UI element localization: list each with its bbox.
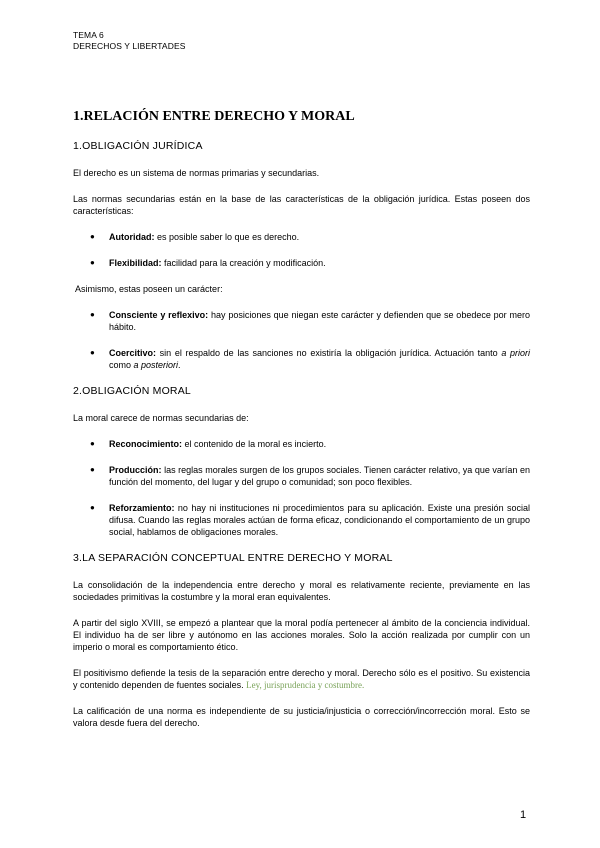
list-item — [73, 257, 530, 269]
section-heading-moral: 2.OBLIGACIÓN MORAL — [73, 385, 191, 397]
paragraph: La consolidación de la independencia entre derecho y moral es relativamente reciente, previamente en las sociedades primitivas la costumbre y la moral eran equivalentes. — [73, 580, 530, 602]
paragraph-text: El positivismo defiende la tesis de la separación entre derecho y moral. Derecho sólo es el positivo. Su existencia y contenido dependen de fuentes sociales. — [73, 668, 530, 690]
paragraph — [73, 667, 530, 691]
italic-term: a priori — [501, 348, 530, 358]
page-number: 1 — [520, 809, 527, 821]
definition: el contenido de la moral es incierto. — [182, 439, 327, 449]
term: Coercitivo: — [109, 348, 157, 358]
paragraph: La moral carece de normas secundarias de: — [73, 413, 249, 423]
term: Consciente y reflexivo: — [109, 310, 209, 320]
bullet-icon: ● — [90, 503, 95, 512]
definition: . — [178, 360, 181, 370]
list-item — [73, 309, 530, 333]
list-item — [73, 464, 530, 488]
bullet-icon: ● — [90, 310, 95, 319]
bullet-icon: ● — [90, 348, 95, 357]
section-heading-separacion: 3.LA SEPARACIÓN CONCEPTUAL ENTRE DERECHO Y MORAL — [73, 552, 393, 564]
header-topic: TEMA 6 — [73, 30, 104, 40]
definition: no hay ni instituciones ni procedimientos para su aplicación. Existe una presión social difusa. Cuando las reglas morales actúan de forma eficaz, condicionando el comportamiento de un grupo social, hablamos de obligaciones morales. — [109, 503, 530, 537]
bullet-icon: ● — [90, 258, 95, 267]
definition: es posible saber lo que es derecho. — [154, 232, 300, 242]
paragraph: Las normas secundarias están en la base de las características de la obligación jurídica. Estas poseen dos características: — [73, 194, 530, 216]
definition: hay posiciones que niegan este carácter y defienden que se obedece por mero hábito. — [109, 310, 530, 332]
term: Reforzamiento: — [109, 503, 175, 513]
italic-term: a posteriori — [133, 360, 179, 370]
main-title: 1.RELACIÓN ENTRE DERECHO Y MORAL — [73, 109, 355, 124]
section-heading-juridica: 1.OBLIGACIÓN JURÍDICA — [73, 140, 203, 152]
bullet-list — [73, 231, 530, 269]
bullet-list — [73, 309, 530, 371]
bullet-list — [73, 438, 530, 538]
definition: como — [109, 360, 134, 370]
term: Flexibilidad: — [109, 258, 162, 268]
bullet-icon: ● — [90, 465, 95, 474]
list-item — [73, 231, 530, 243]
term: Reconocimiento: — [109, 439, 183, 449]
definition: facilidad para la creación y modificación. — [161, 258, 326, 268]
paragraph: Asimismo, estas poseen un carácter: — [75, 284, 223, 294]
bullet-icon: ● — [90, 232, 95, 241]
page-header — [73, 30, 185, 52]
paragraph: La calificación de una norma es independiente de su justicia/injusticia o corrección/incorrección moral. Esto se valora desde fuera del derecho. — [73, 706, 530, 728]
paragraph: El derecho es un sistema de normas primarias y secundarias. — [73, 168, 320, 178]
term: Autoridad: — [109, 232, 155, 242]
list-item — [73, 438, 530, 450]
header-subject: DERECHOS Y LIBERTADES — [73, 41, 186, 51]
document-body — [73, 108, 530, 743]
paragraph: A partir del siglo XVIII, se empezó a plantear que la moral podía pertenecer al ámbito de la conciencia individual. El individuo ha de ser libre y autónomo en las acciones morales. Solo la acción realizada por cumplir con un imperio o moral es comportamiento ético. — [73, 618, 530, 652]
definition: las reglas morales surgen de los grupos sociales. Tienen carácter relativo, ya que varían en función del momento, del lugar y del grupo o comunidad; son poco flexibles. — [109, 465, 530, 487]
definition: sin el respaldo de las sanciones no existiría la obligación jurídica. Actuación tanto — [156, 348, 502, 358]
list-item — [73, 502, 530, 538]
highlighted-text: Ley, jurisprudencia y costumbre. — [246, 680, 365, 690]
term: Producción: — [109, 465, 162, 475]
list-item — [73, 347, 530, 371]
bullet-icon: ● — [90, 439, 95, 448]
